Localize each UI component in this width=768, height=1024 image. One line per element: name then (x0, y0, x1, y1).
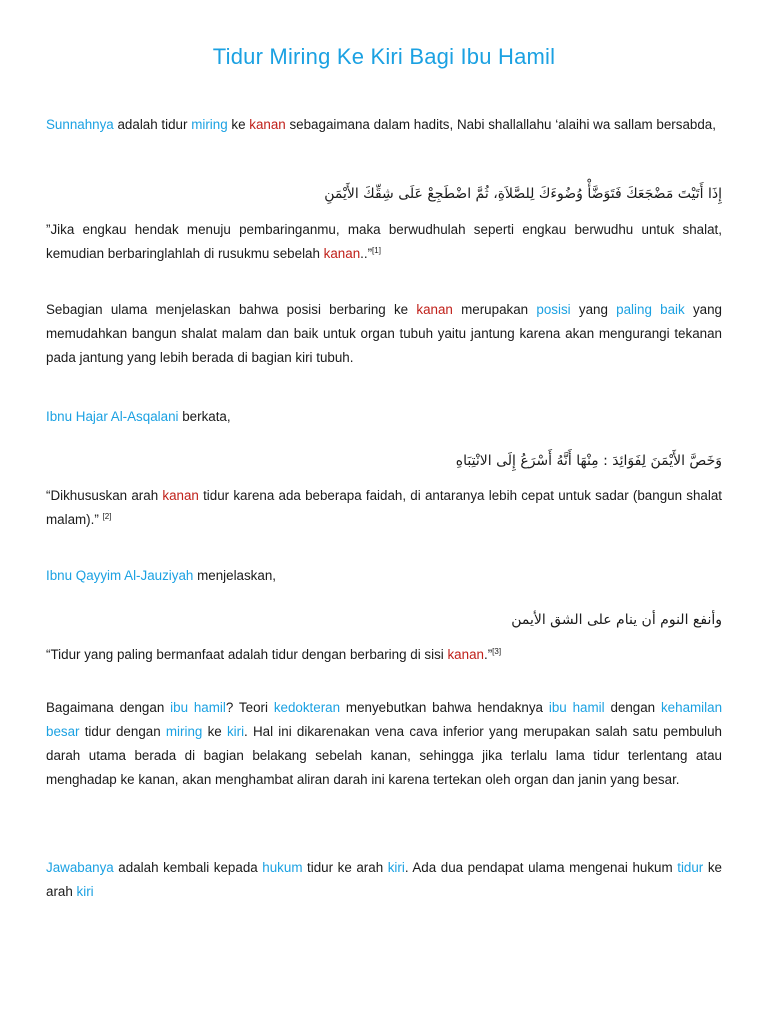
arabic-hadith: إِذَا أَتَيْتَ مَضْجَعَكَ فَتَوَضَّأْ وُضُوءَكَ لِلصَّلاَةِ، ثُمَّ اضْطَجِعْ عَلَى شِقِّكَ الأَيْمَنِ (324, 186, 722, 202)
footnote-ref-2[interactable]: [2] (102, 512, 112, 521)
text: merupakan (452, 302, 537, 317)
link-kehamilan-besar[interactable]: kehamilan besar (46, 700, 723, 739)
text: . Hal ini dikarenakan vena cava inferior yang merupakan salah satu pembuluh darah utama berada di bagian belakang sebelah kanan, sehingga jika terlalu lama tidur terlentang atau menghadap ke kanan, akan menghambat aliran darah ini karena tertekan oleh organ dan janin yang besar. (46, 724, 722, 787)
link-miring[interactable]: miring (165, 724, 203, 739)
link-kiri[interactable]: kiri (226, 724, 245, 739)
keyword-kanan: kanan (162, 488, 199, 503)
link-jawabanya[interactable]: Jawabanya (46, 860, 114, 875)
footnote-ref-1[interactable]: [1] (372, 246, 381, 255)
paragraph-ulama (46, 298, 722, 370)
text: yang memudahkan bangun shalat malam dan baik untuk organ tubuh yaitu jantung karena akan mengurangi tekanan pada jantung yang lebih berada di bagian kiri tubuh. (46, 302, 723, 365)
quote-ibnu-hajar-translation (46, 484, 722, 532)
text: adalah kembali kepada (113, 860, 263, 875)
keyword-kanan: kanan (249, 117, 286, 132)
paragraph-ibu-hamil (46, 696, 722, 792)
page-title: Tidur Miring Ke Kiri Bagi Ibu Hamil (212, 44, 556, 69)
paragraph-jawabanya (46, 856, 722, 904)
link-kedokteran[interactable]: kedokteran (273, 700, 341, 715)
quote-hadith-translation (46, 218, 722, 266)
link-ibu-hamil[interactable]: ibu hamil (170, 700, 226, 715)
link-kiri[interactable]: kiri (76, 884, 94, 899)
text: sebagaimana dalam hadits, Nabi shallallahu ‘alaihi wa sallam bersabda, (285, 117, 716, 132)
link-hukum[interactable]: hukum (262, 860, 303, 875)
text: menyebutkan bahwa hendaknya (340, 700, 549, 715)
link-ibnu-qayyim[interactable]: Ibnu Qayyim Al-Jauziyah (46, 568, 194, 583)
text: yang (570, 302, 617, 317)
text: Bagaimana dengan (46, 700, 171, 715)
text: dengan (604, 700, 661, 715)
footnote-ref-3[interactable]: [3] (492, 647, 502, 656)
text: “Tidur yang paling bermanfaat adalah tidur dengan berbaring di sisi (46, 647, 448, 662)
quote-ibnu-qayyim-translation (46, 643, 722, 667)
text: ke (202, 724, 227, 739)
text: ..” (360, 246, 373, 261)
text: berkata, (178, 409, 231, 424)
keyword-kanan: kanan (323, 246, 361, 261)
link-miring[interactable]: miring (191, 117, 228, 132)
text: ke arah (46, 860, 722, 899)
link-ibnu-hajar[interactable]: Ibnu Hajar Al-Asqalani (46, 409, 179, 424)
text: “Dikhususkan arah (46, 488, 163, 503)
link-paling-baik[interactable]: paling baik (616, 302, 685, 317)
text: tidur karena ada beberapa faidah, di antaranya lebih cepat untuk sadar (bangun shalat malam).” (46, 488, 722, 527)
link-sunnahnya[interactable]: Sunnahnya (46, 117, 114, 132)
link-tidur[interactable]: tidur (677, 860, 704, 875)
link-ibu-hamil[interactable]: ibu hamil (548, 700, 605, 715)
link-posisi[interactable]: posisi (536, 302, 571, 317)
paragraph-ibnu-qayyim (46, 564, 722, 588)
text: . Ada dua pendapat ulama mengenai hukum (404, 860, 678, 875)
text: ”Jika engkau hendak menuju pembaringanmu, maka berwudhulah seperti engkau berwudhu untuk shalat, kemudian berbaringlahlah di rusukmu sebelah (46, 222, 722, 261)
text: adalah tidur (113, 117, 192, 132)
text: menjelaskan, (193, 568, 276, 583)
link-kiri[interactable]: kiri (387, 860, 405, 875)
arabic-ibnu-hajar: وَخَصَّ الأَيْمَنَ لِفَوَائِدَ : مِنْهَا أَنَّهُ أَسْرَعُ إِلَى الانْتِبَاهِ (455, 453, 722, 469)
text: .” (483, 647, 493, 662)
text: ? Teori (225, 700, 274, 715)
paragraph-ibnu-hajar (46, 405, 722, 429)
arabic-ibnu-qayyim: وأنفع النوم أن ينام على الشق الأيمن (511, 612, 722, 628)
text: tidur ke arah (302, 860, 388, 875)
keyword-kanan: kanan (416, 302, 453, 317)
text: ke (227, 117, 250, 132)
keyword-kanan: kanan (447, 647, 484, 662)
text: tidur dengan (79, 724, 166, 739)
text: Sebagian ulama menjelaskan bahwa posisi berbaring ke (46, 302, 417, 317)
paragraph-sunnah (46, 113, 722, 137)
